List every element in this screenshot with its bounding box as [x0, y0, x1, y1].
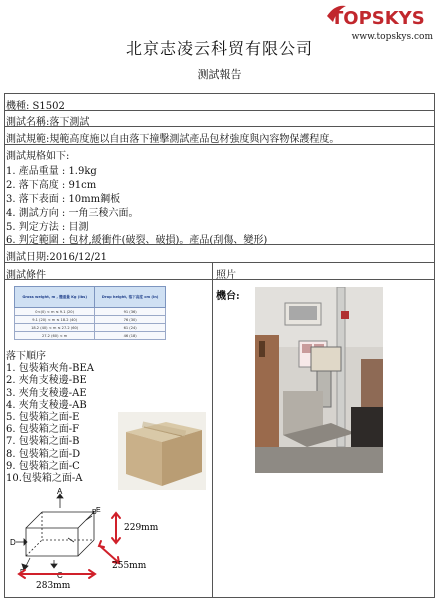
- table-cell: 91 (36): [95, 308, 166, 316]
- table-row: [15, 332, 166, 340]
- drop-tester-machine-image: [255, 287, 383, 473]
- table-header: Gross weight, m , 體重量 Kg (lbs): [15, 287, 95, 308]
- spec-item: 2. 落下高度 : 91cm: [6, 180, 97, 191]
- list-item: 4. 夾角支稜邊-AB: [6, 399, 87, 411]
- report-title: 测試報告: [197, 68, 242, 81]
- spec-item: 4. 測試方向 : 一角三稜六面。: [6, 208, 139, 219]
- table-border-left: [4, 93, 5, 597]
- test-date: 測試日期:2016/12/21: [6, 252, 108, 263]
- spec-item: 3. 落下表面 : 10mm鋼板: [6, 194, 121, 205]
- conditions-label: 測試條件: [6, 270, 46, 281]
- dimension-depth: 255mm: [112, 561, 147, 571]
- table-cell: 9.1 (20) < m ≤ 18.2 (40): [15, 316, 95, 324]
- list-item: 9. 包裝箱之面-C: [6, 460, 80, 472]
- topskys-logo: [323, 2, 433, 48]
- list-item: 10.包裝箱之面-A: [6, 473, 83, 485]
- table-cell: 61 (24): [95, 324, 166, 332]
- drop-height-table: [14, 286, 166, 340]
- table-border-right: [434, 93, 435, 597]
- test-name-field: 測試名稱:落下測試: [6, 117, 90, 128]
- model-field: 機種: S1502: [6, 101, 65, 112]
- drop-order-title: 落下順序: [6, 351, 46, 362]
- table-cell: 18.2 (40) < m ≤ 27.2 (60): [15, 324, 95, 332]
- table-cell: 76 (30): [95, 316, 166, 324]
- list-item: 1. 包裝箱夾角-BEA: [6, 363, 94, 375]
- table-row: [15, 308, 166, 316]
- list-item: 7. 包裝箱之面-B: [6, 436, 80, 448]
- table-cell: 0<(0) < m ≤ 9.1 (20): [15, 308, 95, 316]
- list-item: 3. 夾角支稜邊-AE: [6, 387, 87, 399]
- spec-item: 5. 判定方法 : 目測: [6, 222, 89, 233]
- divider: [4, 93, 435, 94]
- drop-order-list: [6, 351, 94, 485]
- photo-label: 照片: [216, 270, 236, 281]
- face-label-b: B: [92, 509, 97, 516]
- drop-tester-photo: [255, 287, 383, 473]
- column-divider: [212, 262, 213, 597]
- cardboard-box-photo: [118, 412, 206, 490]
- table-cell: 46 (18): [95, 332, 166, 340]
- logo-url: www.topskys.com: [351, 32, 433, 42]
- face-label-f: F: [20, 569, 25, 576]
- table-header: Drop height, 落下高度 cm (in): [95, 287, 166, 308]
- face-label-c: C: [57, 571, 63, 580]
- list-item: 5. 包裝箱之面-E: [6, 412, 80, 424]
- list-item: 6. 包裝箱之面-F: [6, 424, 80, 436]
- divider: [4, 110, 435, 111]
- box-orientation-diagram: [8, 486, 208, 596]
- face-label-e: E: [96, 507, 101, 514]
- spec-title: 測試規格如下:: [6, 151, 70, 162]
- face-label-a: A: [57, 487, 63, 496]
- face-label-d: D: [10, 538, 16, 547]
- list-item: 2. 夾角支稜邊-BE: [6, 375, 87, 387]
- divider: [4, 597, 435, 598]
- logo-wordmark: TOPSKYS: [331, 8, 425, 29]
- dimension-height: 229mm: [124, 523, 159, 533]
- spec-item: 6. 判定範圍 : 包材,緩衝件(破裂、破損)。產品(刮傷、變形): [6, 235, 268, 246]
- machine-label: 機台:: [216, 291, 240, 302]
- spec-item: 1. 產品重量 : 1.9kg: [6, 166, 97, 177]
- company-name: 北京志凌云科贸有限公司: [125, 39, 313, 58]
- table-row: [15, 316, 166, 324]
- test-standard-field: 測試規範:規範高度施以自由落下撞擊測試產品包材強度與內容物保護程度。: [6, 134, 340, 145]
- table-row: [15, 324, 166, 332]
- table-cell: 27.2 (60) < m: [15, 332, 95, 340]
- dimension-width: 283mm: [36, 581, 71, 591]
- list-item: 8. 包裝箱之面-D: [6, 448, 81, 460]
